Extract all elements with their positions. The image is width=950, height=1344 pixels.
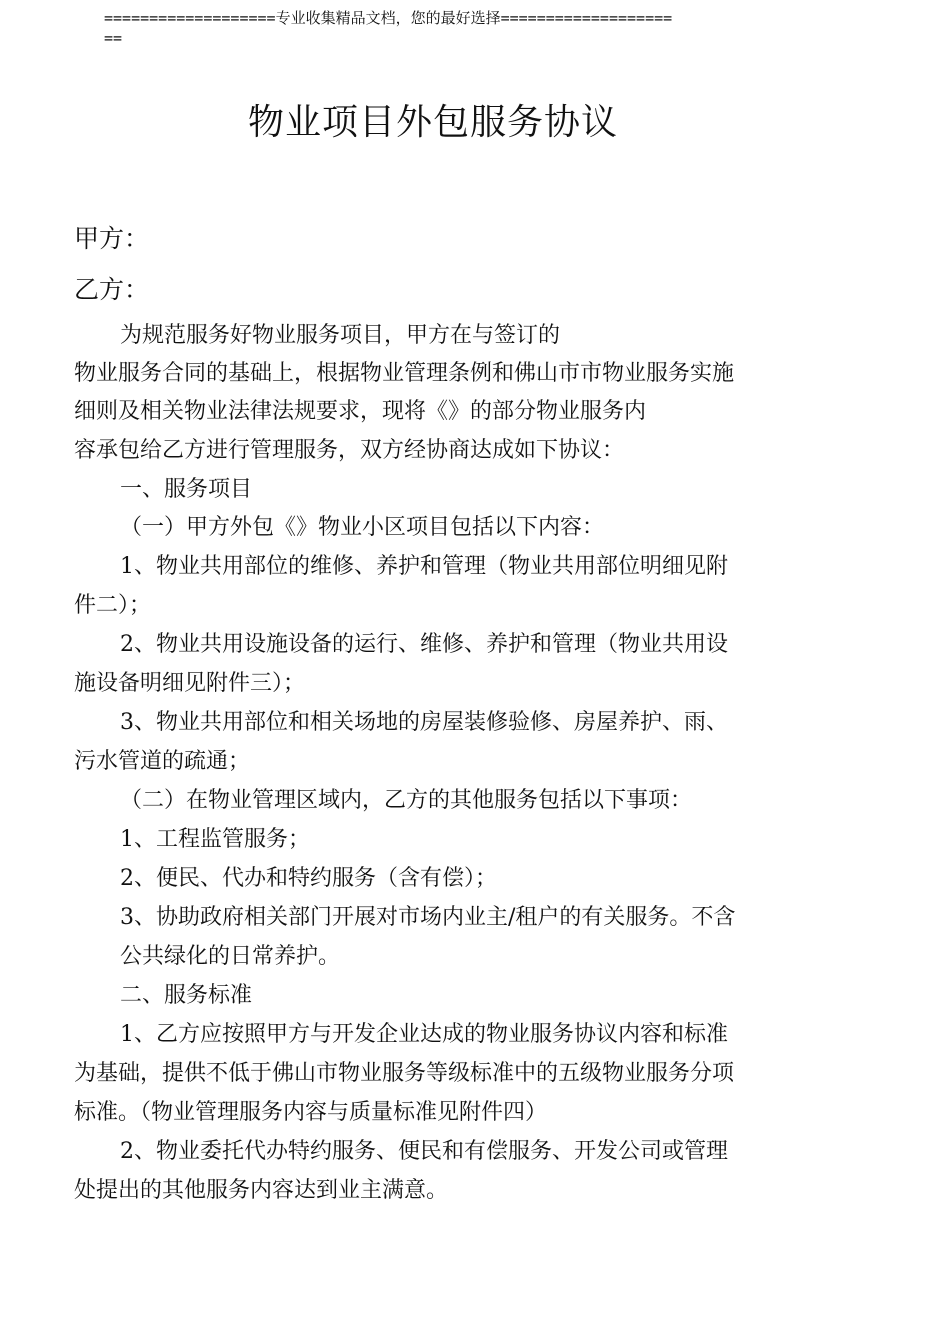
subsection-heading: （一）甲方外包《》物业小区项目包括以下内容： [120, 515, 605, 540]
header-banner-line1: ===================专业收集精品文档，您的最好选择=================== [104, 9, 673, 27]
paragraph-line: 处提出的其他服务内容达到业主满意。 [74, 1178, 449, 1203]
party-b-label: 乙方： [74, 275, 150, 304]
paragraph-line: 公共绿化的日常养护。 [120, 944, 341, 969]
paragraph-line: 标准。（物业管理服务内容与质量标准见附件四） [74, 1100, 548, 1125]
paragraph-line: 2、物业共用设施设备的运行、维修、养护和管理（物业共用设 [120, 632, 728, 657]
paragraph-line: 3、协助政府相关部门开展对市场内业主/租户的有关服务。不含 [120, 905, 736, 930]
document-title: 物业项目外包服务协议 [247, 102, 618, 143]
paragraph-line: 容承包给乙方进行管理服务，双方经协商达成如下协议： [74, 438, 625, 463]
paragraph-line: 1、物业共用部位的维修、养护和管理（物业共用部位明细见附 [120, 554, 728, 579]
section-heading: 一、服务项目 [120, 477, 253, 502]
paragraph-line: 为基础，提供不低于佛山市物业服务等级标准中的五级物业服务分项 [74, 1061, 735, 1086]
subsection-heading: （二）在物业管理区域内，乙方的其他服务包括以下事项： [120, 788, 693, 813]
paragraph-line: 细则及相关物业法律法规要求，现将《》的部分物业服务内 [74, 399, 647, 424]
paragraph-line: 2、物业委托代办特约服务、便民和有偿服务、开发公司或管理 [120, 1139, 728, 1164]
paragraph-line: 污水管道的疏通； [74, 749, 251, 774]
paragraph-line: 1、乙方应按照甲方与开发企业达成的物业服务协议内容和标准 [120, 1022, 728, 1047]
party-a-label: 甲方： [74, 224, 150, 253]
paragraph-line: 为规范服务好物业服务项目，甲方在与签订的 [120, 323, 561, 348]
paragraph-line: 2、便民、代办和特约服务（含有偿）； [120, 866, 497, 891]
paragraph-line: 件二）； [74, 593, 152, 618]
paragraph-line: 施设备明细见附件三）； [74, 671, 306, 696]
paragraph-line: 1、工程监管服务； [120, 827, 310, 852]
header-banner-line2: == [104, 29, 123, 47]
paragraph-line: 3、物业共用部位和相关场地的房屋装修验修、房屋养护、雨、 [120, 710, 728, 735]
paragraph-line: 物业服务合同的基础上，根据物业管理条例和佛山市市物业服务实施 [74, 361, 735, 386]
section-heading: 二、服务标准 [120, 983, 253, 1008]
